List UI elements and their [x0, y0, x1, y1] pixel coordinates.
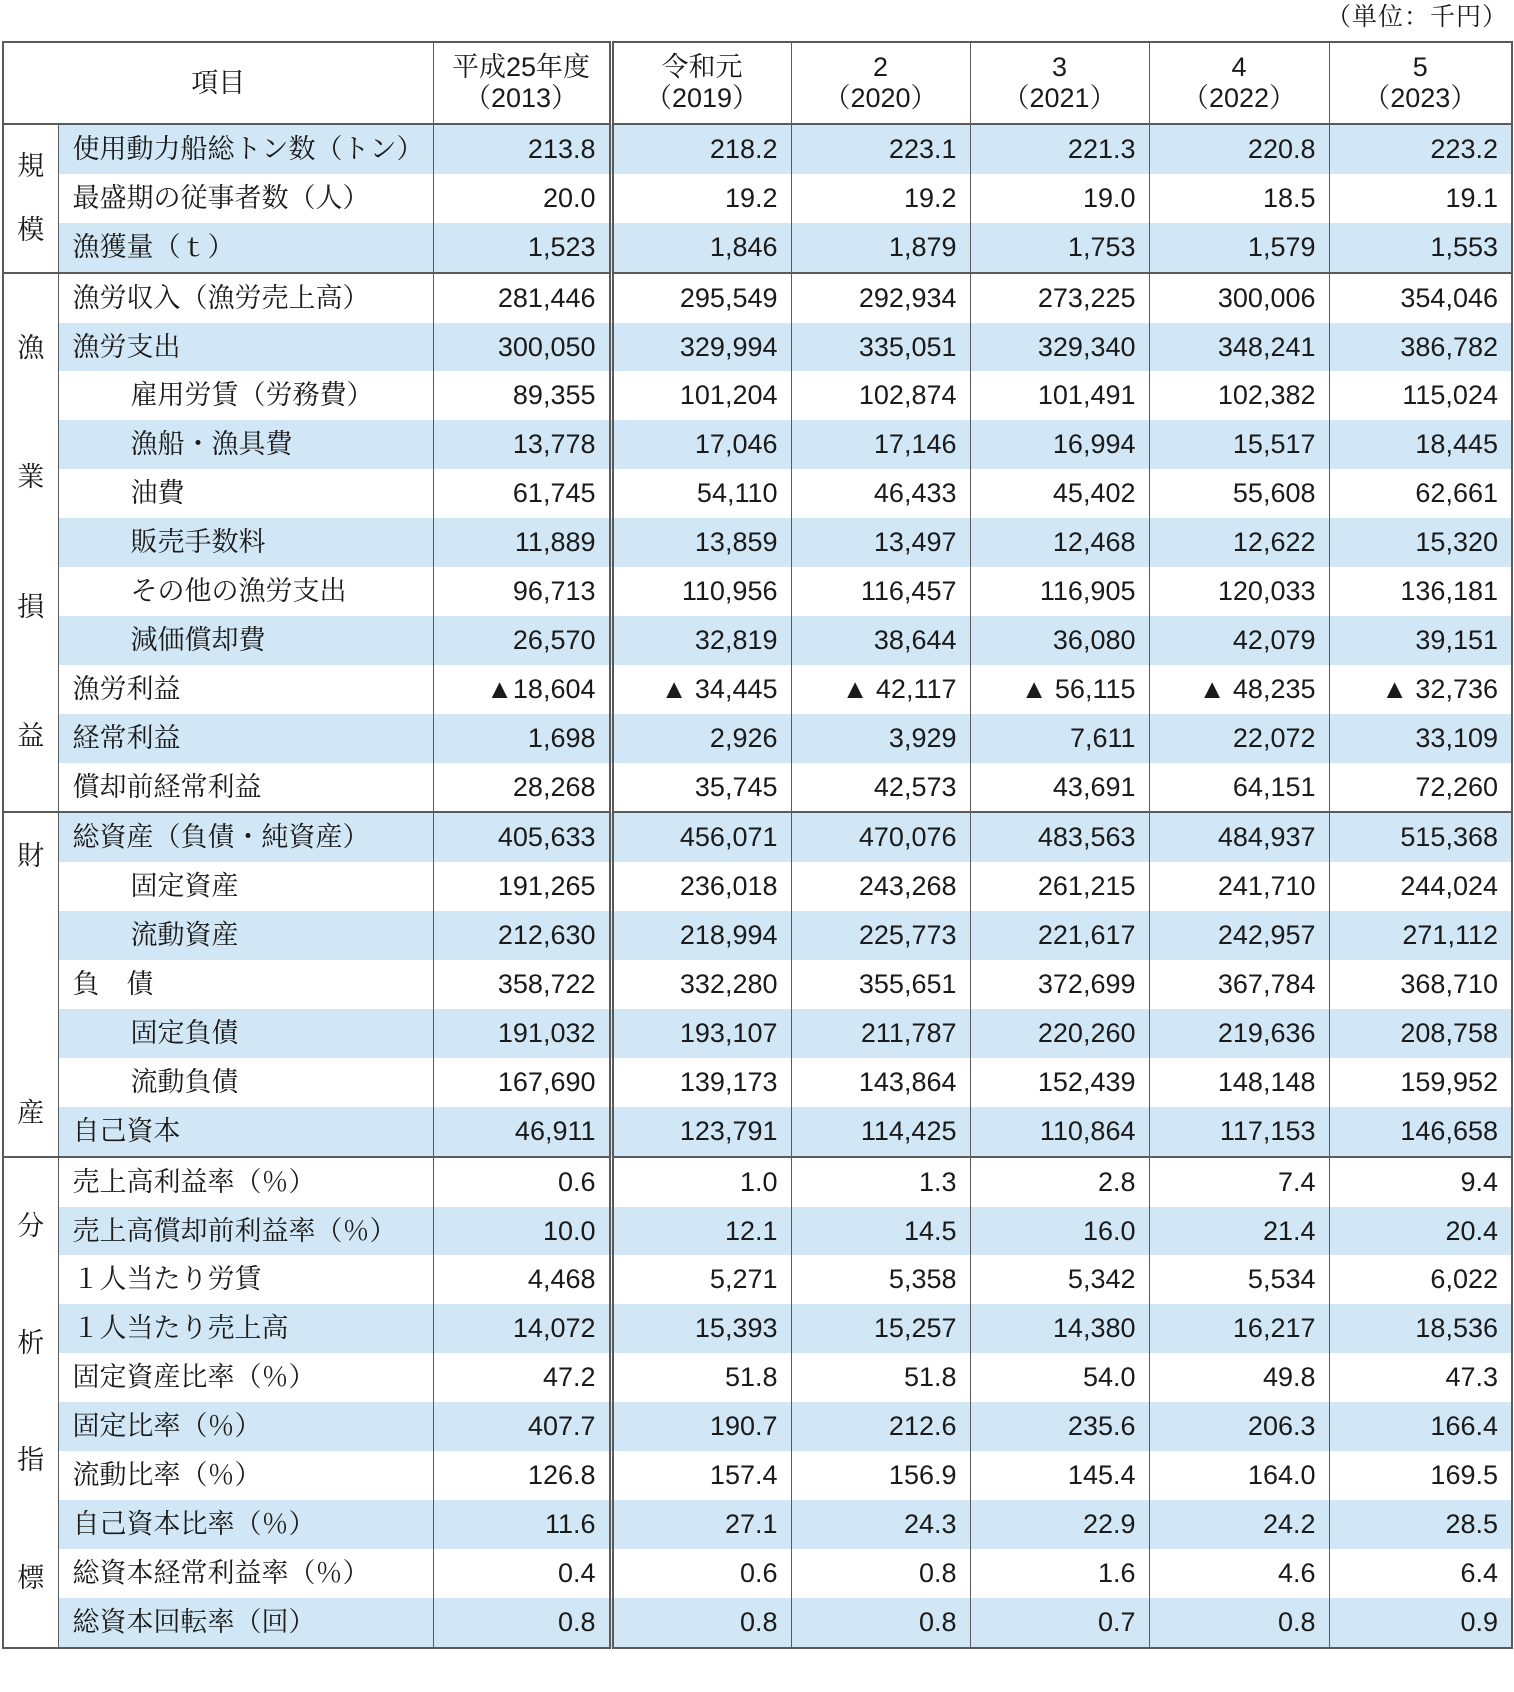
row-label: 総資本経常利益率（％）: [58, 1549, 433, 1598]
cell-value: 5,534: [1149, 1255, 1329, 1304]
table-row: [3, 1451, 1512, 1500]
table-row: [3, 1157, 1512, 1207]
cell-value: 12,468: [970, 518, 1149, 567]
cell-value: 89,355: [433, 371, 611, 420]
cell-value: 261,215: [970, 862, 1149, 911]
cell-value: 51.8: [791, 1353, 970, 1402]
row-label: 経常利益: [58, 714, 433, 763]
cell-value: 300,006: [1149, 273, 1329, 323]
cell-value: 470,076: [791, 812, 970, 862]
cell-value: 17,146: [791, 420, 970, 469]
row-label: 総資産（負債・純資産）: [58, 812, 433, 862]
cell-value: 15,257: [791, 1304, 970, 1353]
cell-value: 386,782: [1329, 323, 1512, 372]
cell-value: 329,994: [611, 323, 791, 372]
cell-value: 32,819: [611, 616, 791, 665]
header-col-line2: （2019）: [644, 83, 760, 113]
cell-value: 190.7: [611, 1402, 791, 1451]
cell-value: 47.2: [433, 1353, 611, 1402]
table-row: [3, 911, 1512, 960]
table-row: [3, 1009, 1512, 1058]
cell-value: 15,517: [1149, 420, 1329, 469]
row-label: １人当たり労賃: [58, 1255, 433, 1304]
table-row: [3, 371, 1512, 420]
table-row: [3, 469, 1512, 518]
cell-value: 367,784: [1149, 960, 1329, 1009]
cell-value: 18,445: [1329, 420, 1512, 469]
section-label-char: 漁: [17, 332, 45, 363]
cell-value: 159,952: [1329, 1058, 1512, 1107]
row-label: 漁労利益: [58, 665, 433, 714]
cell-value: 15,393: [611, 1304, 791, 1353]
header-col-line1: 平成25年度: [451, 52, 591, 82]
header-col-2021: [970, 42, 1149, 124]
cell-value: 64,151: [1149, 763, 1329, 813]
cell-value: 164.0: [1149, 1451, 1329, 1500]
row-label: 固定負債: [58, 1009, 433, 1058]
header-col-2023: [1329, 42, 1512, 124]
cell-value: 55,608: [1149, 469, 1329, 518]
cell-value: 126.8: [433, 1451, 611, 1500]
cell-value: 0.4: [433, 1549, 611, 1598]
row-label: 流動比率（％）: [58, 1451, 433, 1500]
cell-value: 0.7: [970, 1598, 1149, 1648]
cell-value: 123,791: [611, 1107, 791, 1157]
cell-value: 223.2: [1329, 124, 1512, 174]
table-row: [3, 1107, 1512, 1157]
cell-value: ▲ 48,235: [1149, 665, 1329, 714]
cell-value: 1.0: [611, 1157, 791, 1207]
cell-value: 42,573: [791, 763, 970, 813]
cell-value: 4,468: [433, 1255, 611, 1304]
cell-value: 148,148: [1149, 1058, 1329, 1107]
cell-value: 14.5: [791, 1207, 970, 1256]
row-label: 流動資産: [58, 911, 433, 960]
header-col-line1: 令和元: [661, 52, 743, 82]
cell-value: 22,072: [1149, 714, 1329, 763]
table-row: [3, 1058, 1512, 1107]
cell-value: 54,110: [611, 469, 791, 518]
cell-value: 273,225: [970, 273, 1149, 323]
cell-value: 143,864: [791, 1058, 970, 1107]
header-col-2013: [433, 42, 611, 124]
cell-value: 191,032: [433, 1009, 611, 1058]
header-col-2022: [1149, 42, 1329, 124]
cell-value: 372,699: [970, 960, 1149, 1009]
cell-value: 19.1: [1329, 174, 1512, 223]
table-row: [3, 616, 1512, 665]
cell-value: 6,022: [1329, 1255, 1512, 1304]
fishery-financial-table: [2, 41, 1513, 1649]
cell-value: ▲ 34,445: [611, 665, 791, 714]
cell-value: 368,710: [1329, 960, 1512, 1009]
cell-value: 221.3: [970, 124, 1149, 174]
section-label-char: 指: [17, 1445, 45, 1476]
cell-value: 292,934: [791, 273, 970, 323]
cell-value: 146,658: [1329, 1107, 1512, 1157]
table-row: [3, 812, 1512, 862]
cell-value: 212,630: [433, 911, 611, 960]
row-label: 負 債: [58, 960, 433, 1009]
cell-value: 12.1: [611, 1207, 791, 1256]
cell-value: 1,553: [1329, 223, 1512, 273]
section-label-char: 規: [17, 151, 45, 182]
section-label-char: 業: [17, 462, 45, 493]
cell-value: 17,046: [611, 420, 791, 469]
table-row: [3, 960, 1512, 1009]
section-label-char: 損: [17, 591, 45, 622]
cell-value: 358,722: [433, 960, 611, 1009]
cell-value: 46,911: [433, 1107, 611, 1157]
cell-value: 27.1: [611, 1500, 791, 1549]
header-col-line1: 5: [1412, 52, 1428, 82]
cell-value: 5,342: [970, 1255, 1149, 1304]
cell-value: 49.8: [1149, 1353, 1329, 1402]
cell-value: 19.2: [791, 174, 970, 223]
cell-value: 39,151: [1329, 616, 1512, 665]
table-row: [3, 1402, 1512, 1451]
cell-value: 193,107: [611, 1009, 791, 1058]
cell-value: 43,691: [970, 763, 1149, 813]
unit-label: （単位：千円）: [1325, 3, 1508, 31]
cell-value: 0.8: [433, 1598, 611, 1648]
table-row: [3, 763, 1512, 813]
cell-value: 24.2: [1149, 1500, 1329, 1549]
cell-value: 18,536: [1329, 1304, 1512, 1353]
cell-value: 16,217: [1149, 1304, 1329, 1353]
cell-value: 139,173: [611, 1058, 791, 1107]
cell-value: 220.8: [1149, 124, 1329, 174]
section-label-char: 標: [17, 1562, 45, 1593]
table-row: [3, 1207, 1512, 1256]
row-label: 漁労支出: [58, 323, 433, 372]
row-label: 最盛期の従事者数（人）: [58, 174, 433, 223]
cell-value: 354,046: [1329, 273, 1512, 323]
cell-value: 24.3: [791, 1500, 970, 1549]
cell-value: 335,051: [791, 323, 970, 372]
table-row: [3, 1255, 1512, 1304]
cell-value: 206.3: [1149, 1402, 1329, 1451]
section-label-char: 模: [17, 214, 45, 245]
cell-value: 62,661: [1329, 469, 1512, 518]
cell-value: 1.3: [791, 1157, 970, 1207]
header-row: [3, 42, 1512, 124]
cell-value: 15,320: [1329, 518, 1512, 567]
cell-value: 20.4: [1329, 1207, 1512, 1256]
cell-value: 167,690: [433, 1058, 611, 1107]
cell-value: 0.8: [1149, 1598, 1329, 1648]
cell-value: 0.9: [1329, 1598, 1512, 1648]
table-row: [3, 862, 1512, 911]
section-label: [3, 812, 58, 1156]
cell-value: 19.2: [611, 174, 791, 223]
cell-value: ▲18,604: [433, 665, 611, 714]
section-label: [3, 1157, 58, 1648]
cell-value: 26,570: [433, 616, 611, 665]
cell-value: 407.7: [433, 1402, 611, 1451]
header-col-2019: [611, 42, 791, 124]
cell-value: ▲ 42,117: [791, 665, 970, 714]
table-row: [3, 323, 1512, 372]
cell-value: 16.0: [970, 1207, 1149, 1256]
cell-value: 19.0: [970, 174, 1149, 223]
cell-value: 1,698: [433, 714, 611, 763]
row-label: 総資本回転率（回）: [58, 1598, 433, 1648]
cell-value: 14,072: [433, 1304, 611, 1353]
cell-value: 5,271: [611, 1255, 791, 1304]
cell-value: 218,994: [611, 911, 791, 960]
table-row: [3, 1500, 1512, 1549]
section-label-char: 析: [17, 1328, 45, 1359]
table-row: [3, 1353, 1512, 1402]
cell-value: 51.8: [611, 1353, 791, 1402]
cell-value: 1,879: [791, 223, 970, 273]
table-row: [3, 174, 1512, 223]
cell-value: 0.8: [791, 1549, 970, 1598]
cell-value: 221,617: [970, 911, 1149, 960]
cell-value: 96,713: [433, 567, 611, 616]
cell-value: ▲ 56,115: [970, 665, 1149, 714]
table-body: [3, 124, 1512, 1648]
row-label: 漁船・漁具費: [58, 420, 433, 469]
cell-value: 13,859: [611, 518, 791, 567]
cell-value: 2,926: [611, 714, 791, 763]
cell-value: 236,018: [611, 862, 791, 911]
header-col-line1: 2: [872, 52, 889, 82]
cell-value: 2.8: [970, 1157, 1149, 1207]
cell-value: 38,644: [791, 616, 970, 665]
section-label-char: 分: [17, 1210, 45, 1241]
section-label-char: 財: [17, 840, 45, 871]
cell-value: 242,957: [1149, 911, 1329, 960]
row-label: その他の漁労支出: [58, 567, 433, 616]
row-label: 売上高利益率（％）: [58, 1157, 433, 1207]
cell-value: 28.5: [1329, 1500, 1512, 1549]
cell-value: 1,579: [1149, 223, 1329, 273]
table-row: [3, 124, 1512, 174]
cell-value: 13,778: [433, 420, 611, 469]
header-col-line2: （2023）: [1363, 83, 1478, 113]
row-label: 自己資本: [58, 1107, 433, 1157]
cell-value: 7,611: [970, 714, 1149, 763]
cell-value: 16,994: [970, 420, 1149, 469]
cell-value: 12,622: [1149, 518, 1329, 567]
cell-value: 145.4: [970, 1451, 1149, 1500]
table-row: [3, 567, 1512, 616]
cell-value: 218.2: [611, 124, 791, 174]
cell-value: 281,446: [433, 273, 611, 323]
header-col-line2: （2020）: [823, 83, 938, 113]
header-col-line2: （2013）: [463, 83, 579, 113]
cell-value: 6.4: [1329, 1549, 1512, 1598]
row-label: 漁獲量（ｔ）: [58, 223, 433, 273]
header-item: 項目: [3, 42, 433, 124]
cell-value: 110,956: [611, 567, 791, 616]
cell-value: 484,937: [1149, 812, 1329, 862]
section-label: [3, 124, 58, 273]
cell-value: 13,497: [791, 518, 970, 567]
row-label: 油費: [58, 469, 433, 518]
cell-value: 405,633: [433, 812, 611, 862]
cell-value: 295,549: [611, 273, 791, 323]
cell-value: 300,050: [433, 323, 611, 372]
table-row: [3, 223, 1512, 273]
row-label: 漁労収入（漁労売上高）: [58, 273, 433, 323]
row-label: 使用動力船総トン数（トン）: [58, 124, 433, 174]
row-label: 雇用労賃（労務費）: [58, 371, 433, 420]
cell-value: 244,024: [1329, 862, 1512, 911]
cell-value: 157.4: [611, 1451, 791, 1500]
cell-value: 212.6: [791, 1402, 970, 1451]
cell-value: 116,457: [791, 567, 970, 616]
cell-value: 46,433: [791, 469, 970, 518]
cell-value: 117,153: [1149, 1107, 1329, 1157]
cell-value: 45,402: [970, 469, 1149, 518]
cell-value: 4.6: [1149, 1549, 1329, 1598]
cell-value: 35,745: [611, 763, 791, 813]
table-row: [3, 665, 1512, 714]
cell-value: 483,563: [970, 812, 1149, 862]
table-row: [3, 420, 1512, 469]
cell-value: 220,260: [970, 1009, 1149, 1058]
cell-value: 515,368: [1329, 812, 1512, 862]
cell-value: 120,033: [1149, 567, 1329, 616]
cell-value: 22.9: [970, 1500, 1149, 1549]
header-col-2020: [791, 42, 970, 124]
cell-value: 191,265: [433, 862, 611, 911]
row-label: 減価償却費: [58, 616, 433, 665]
cell-value: 0.8: [611, 1598, 791, 1648]
cell-value: 116,905: [970, 567, 1149, 616]
cell-value: 21.4: [1149, 1207, 1329, 1256]
cell-value: 1,523: [433, 223, 611, 273]
cell-value: 208,758: [1329, 1009, 1512, 1058]
cell-value: 33,109: [1329, 714, 1512, 763]
table-row: [3, 1304, 1512, 1353]
cell-value: 211,787: [791, 1009, 970, 1058]
cell-value: 1,753: [970, 223, 1149, 273]
cell-value: 355,651: [791, 960, 970, 1009]
header-col-line2: （2022）: [1181, 83, 1297, 113]
cell-value: 11.6: [433, 1500, 611, 1549]
table-row: [3, 518, 1512, 567]
cell-value: 5,358: [791, 1255, 970, 1304]
cell-value: 9.4: [1329, 1157, 1512, 1207]
cell-value: 152,439: [970, 1058, 1149, 1107]
cell-value: 329,340: [970, 323, 1149, 372]
cell-value: 243,268: [791, 862, 970, 911]
table-row: [3, 1549, 1512, 1598]
cell-value: 213.8: [433, 124, 611, 174]
row-label: 償却前経常利益: [58, 763, 433, 813]
cell-value: 20.0: [433, 174, 611, 223]
cell-value: 166.4: [1329, 1402, 1512, 1451]
cell-value: 101,491: [970, 371, 1149, 420]
cell-value: 61,745: [433, 469, 611, 518]
cell-value: 102,874: [791, 371, 970, 420]
cell-value: 36,080: [970, 616, 1149, 665]
row-label: 売上高償却前利益率（％）: [58, 1207, 433, 1256]
cell-value: 102,382: [1149, 371, 1329, 420]
cell-value: 101,204: [611, 371, 791, 420]
cell-value: 7.4: [1149, 1157, 1329, 1207]
cell-value: 136,181: [1329, 567, 1512, 616]
cell-value: 0.8: [791, 1598, 970, 1648]
cell-value: 3,929: [791, 714, 970, 763]
row-label: 固定資産: [58, 862, 433, 911]
row-label: 流動負債: [58, 1058, 433, 1107]
cell-value: 47.3: [1329, 1353, 1512, 1402]
cell-value: 1.6: [970, 1549, 1149, 1598]
cell-value: 72,260: [1329, 763, 1512, 813]
header-col-line1: 4: [1231, 52, 1247, 82]
cell-value: 169.5: [1329, 1451, 1512, 1500]
cell-value: 219,636: [1149, 1009, 1329, 1058]
cell-value: 0.6: [611, 1549, 791, 1598]
cell-value: 156.9: [791, 1451, 970, 1500]
header-col-line1: 3: [1051, 52, 1068, 82]
cell-value: 114,425: [791, 1107, 970, 1157]
cell-value: 271,112: [1329, 911, 1512, 960]
cell-value: 54.0: [970, 1353, 1149, 1402]
cell-value: 223.1: [791, 124, 970, 174]
cell-value: 332,280: [611, 960, 791, 1009]
table-row: [3, 273, 1512, 323]
cell-value: 235.6: [970, 1402, 1149, 1451]
table-row: [3, 1598, 1512, 1648]
section-label-char: 産: [17, 1097, 45, 1128]
section-label: [3, 273, 58, 813]
cell-value: 456,071: [611, 812, 791, 862]
header-col-line2: （2021）: [1002, 83, 1117, 113]
cell-value: 11,889: [433, 518, 611, 567]
cell-value: 10.0: [433, 1207, 611, 1256]
section-label-char: 益: [17, 721, 45, 752]
cell-value: 110,864: [970, 1107, 1149, 1157]
cell-value: 42,079: [1149, 616, 1329, 665]
cell-value: 28,268: [433, 763, 611, 813]
cell-value: 18.5: [1149, 174, 1329, 223]
cell-value: 0.6: [433, 1157, 611, 1207]
row-label: 販売手数料: [58, 518, 433, 567]
cell-value: ▲ 32,736: [1329, 665, 1512, 714]
row-label: 固定資産比率（％）: [58, 1353, 433, 1402]
cell-value: 14,380: [970, 1304, 1149, 1353]
cell-value: 1,846: [611, 223, 791, 273]
cell-value: 241,710: [1149, 862, 1329, 911]
row-label: 自己資本比率（％）: [58, 1500, 433, 1549]
cell-value: 348,241: [1149, 323, 1329, 372]
row-label: １人当たり売上高: [58, 1304, 433, 1353]
cell-value: 225,773: [791, 911, 970, 960]
cell-value: 115,024: [1329, 371, 1512, 420]
table-row: [3, 714, 1512, 763]
row-label: 固定比率（％）: [58, 1402, 433, 1451]
